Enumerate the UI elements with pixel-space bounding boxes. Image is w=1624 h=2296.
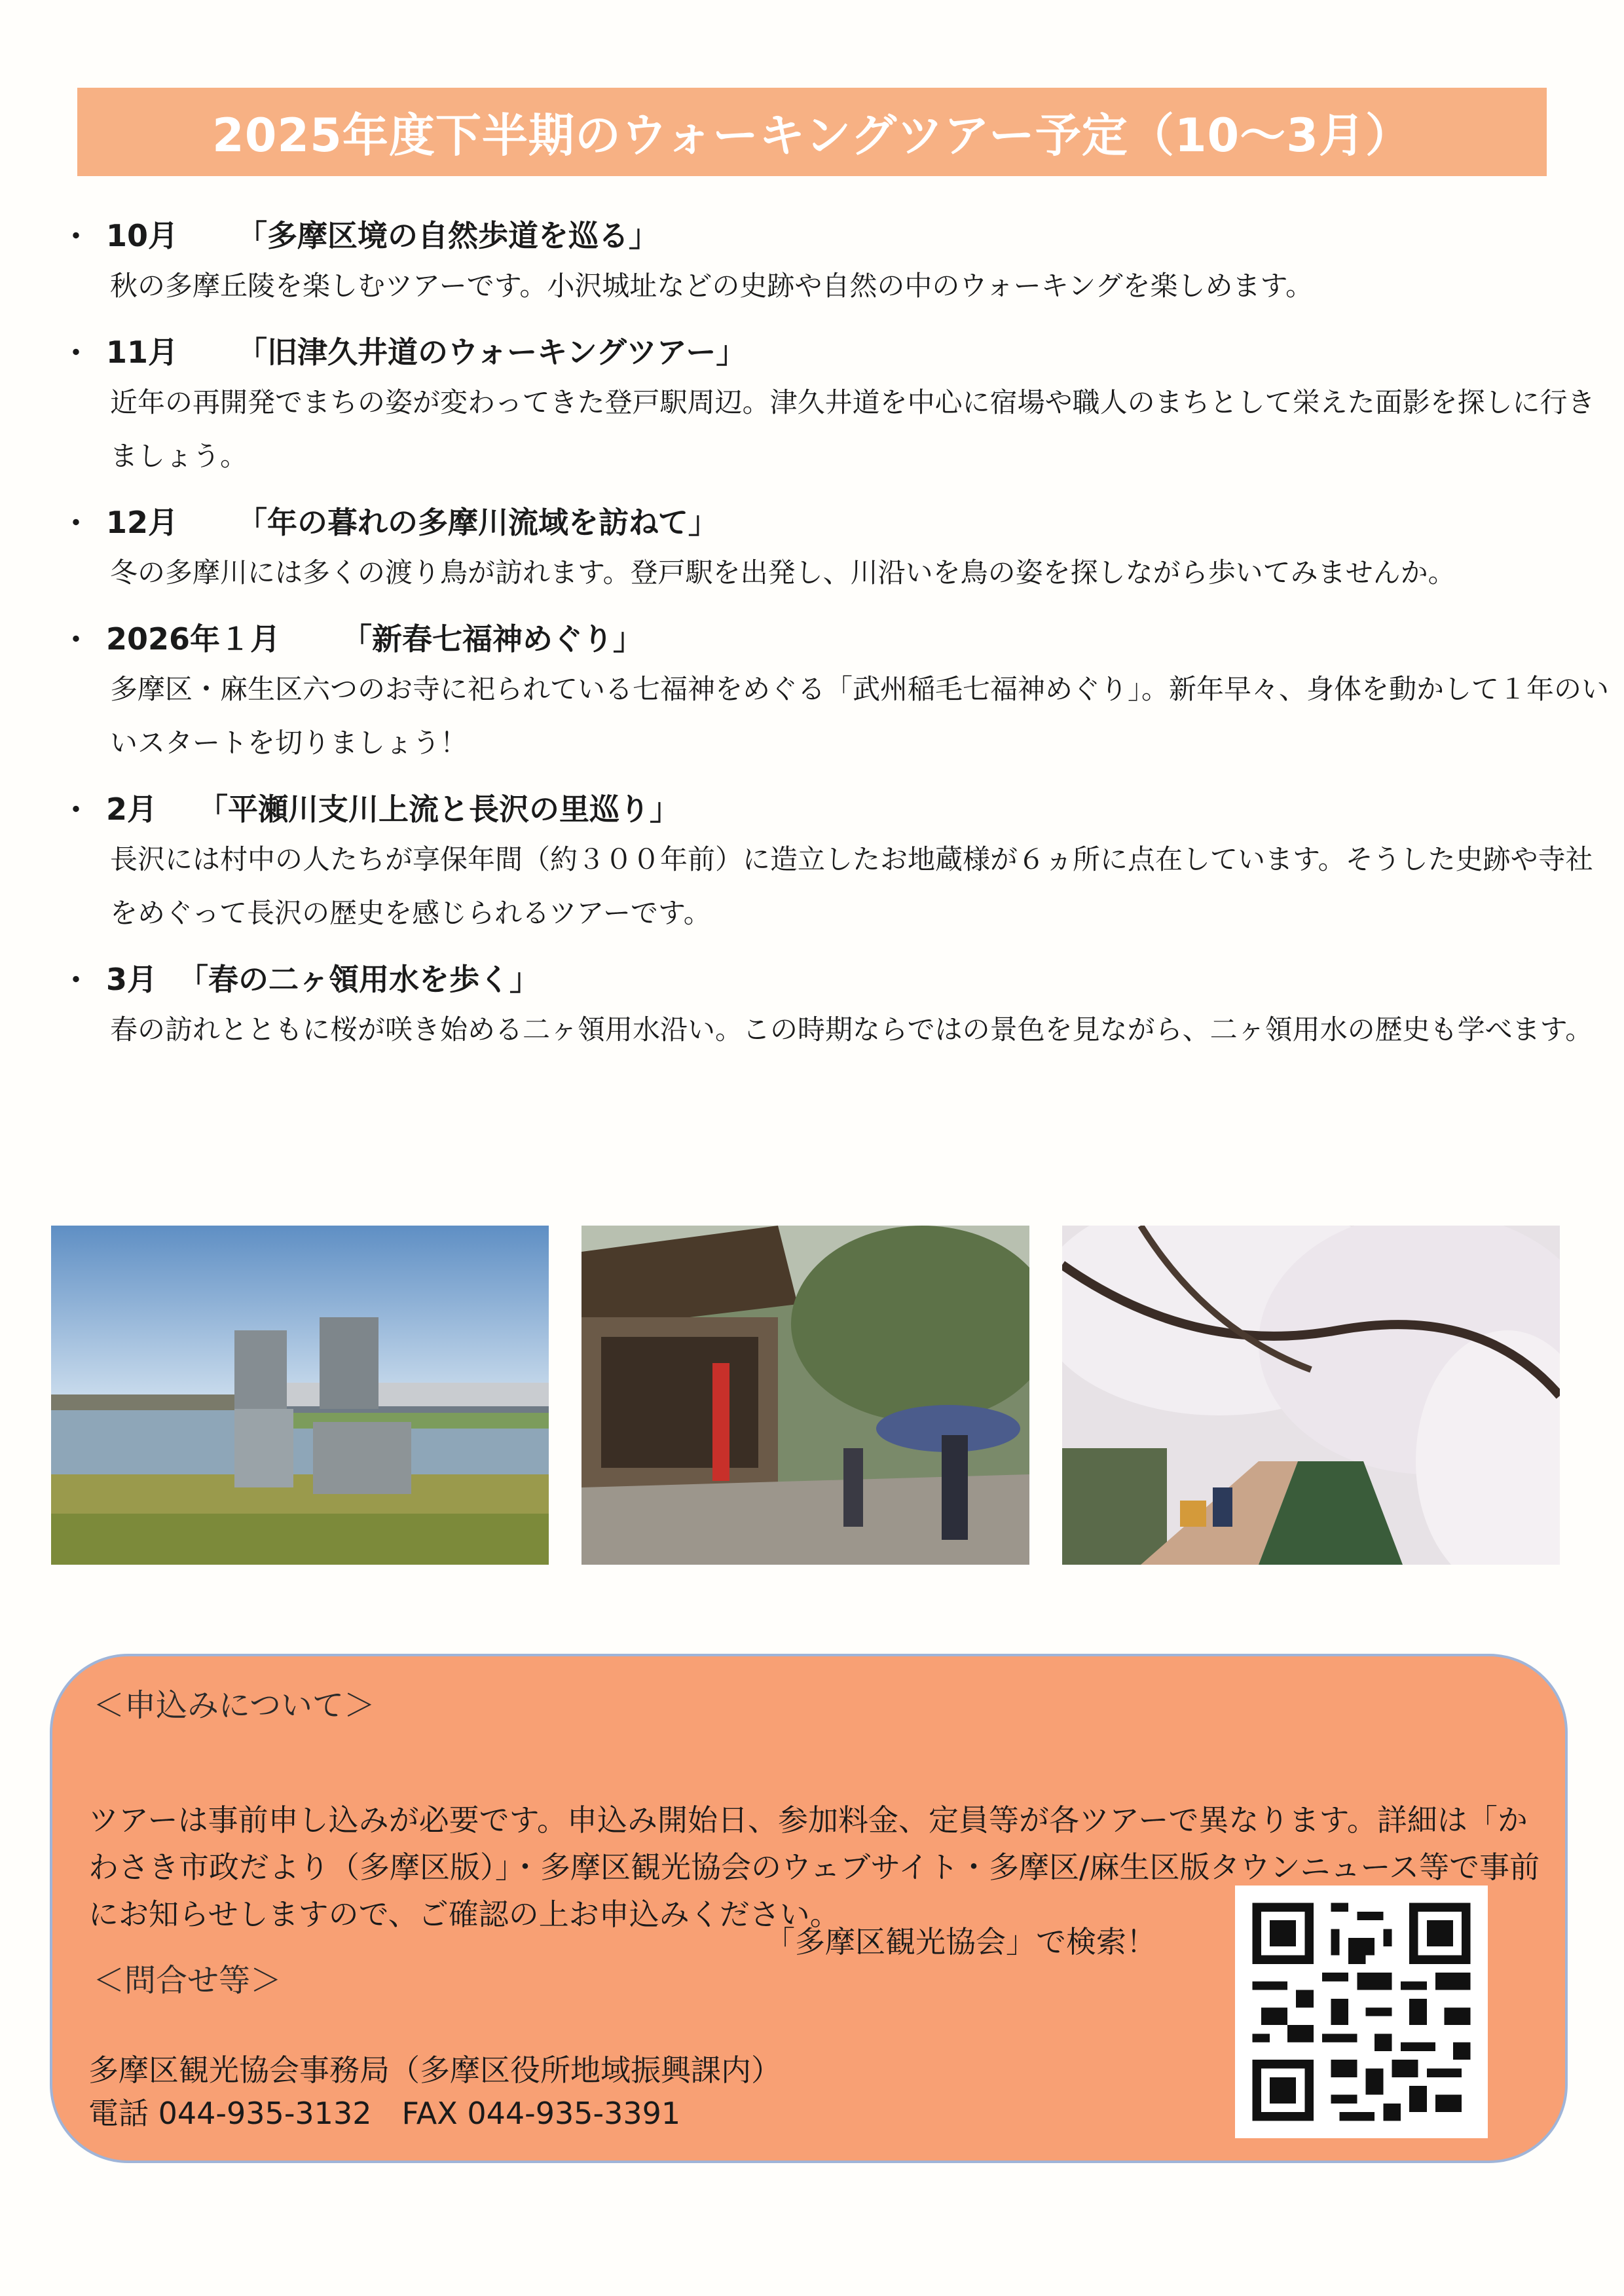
tour-month: 2026年１月: [106, 621, 281, 657]
tour-month: 10月: [106, 218, 179, 253]
tour-item-november: [59, 325, 1595, 483]
tour-description: 長沢には村中の人たちが享保年間（約３００年前）に造立したお地蔵様が６ヵ所に点在しています。そうした史跡や寺社をめぐって長沢の歴史を感じられるツアーです。: [110, 843, 1593, 929]
bullet: ・: [62, 337, 90, 370]
page-title: 2025年度下半期のウォーキングツアー予定（10～3月）: [212, 109, 1412, 162]
tour-item-october: [59, 208, 1572, 313]
office-name: 多摩区観光協会事務局（多摩区役所地域振興課内）: [88, 2052, 781, 2088]
photo-river-weir: [51, 1226, 549, 1565]
tour-title: 「年の暮れの多摩川流域を訪ねて」: [237, 505, 718, 540]
apply-heading: ＜申込みについて＞: [93, 1687, 376, 1724]
title-banner: [77, 88, 1547, 176]
tour-description: 春の訪れとともに桜が咲き始める二ヶ領用水沿い。この時期ならではの景色を見ながら、二ヶ領用水の歴史も学べます。: [110, 1013, 1593, 1046]
bullet: ・: [62, 507, 90, 540]
tour-heading: [59, 782, 1572, 833]
tour-description: 多摩区・麻生区六つのお寺に祀られている七福神をめぐる「武州稲毛七福神めぐり」。新年早々、身体を動かして１年のいいスタートを切りましょう！: [110, 673, 1610, 759]
tour-item-january: [59, 611, 1610, 770]
bullet: ・: [62, 793, 90, 827]
bullet: ・: [62, 220, 90, 253]
tour-month: 11月: [106, 335, 179, 370]
tour-month: 2月: [106, 792, 158, 827]
tour-item-february: [59, 782, 1593, 940]
tour-description: 冬の多摩川には多くの渡り鳥が訪れます。登戸駅を出発し、川沿いを鳥の姿を探しながら歩いてみませんか。: [110, 556, 1456, 589]
tour-heading: [59, 325, 1572, 376]
qr-code[interactable]: [1235, 1886, 1488, 2138]
tour-list: [59, 208, 1610, 1068]
photo-temple: [581, 1226, 1029, 1565]
tour-description: 近年の再開発でまちの姿が変わってきた登戸駅周辺。津久井道を中心に宿場や職人のまちとして栄えた面影を探しに行きましょう。: [110, 386, 1595, 472]
phone-fax: 電話 044-935-3132 FAX 044-935-3391: [88, 2096, 681, 2131]
photo-cherry-blossoms: [1062, 1226, 1560, 1565]
tour-heading: [59, 495, 1572, 546]
apply-text: ツアーは事前申し込みが必要です。申込み開始日、参加料金、定員等が各ツアーで異なります。詳細は「かわさき市政だより（多摩区版）」・多摩区観光協会のウェブサイト・多摩区/麻生区版タウンニュース等で事前にお知らせしますので、ご確認の上お申込みください。: [88, 1802, 1540, 1932]
search-hint: 「多摩区観光協会」で検索！: [765, 1924, 1156, 1959]
tour-month: 12月: [106, 505, 179, 540]
tour-title: 「新春七福神めぐり」: [342, 621, 643, 657]
bullet: ・: [62, 964, 90, 997]
tour-title: 「多摩区境の自然歩道を巡る」: [237, 218, 659, 253]
info-box: [50, 1654, 1568, 2163]
tour-title: 「旧津久井道のウォーキングツアー」: [237, 335, 747, 370]
tour-item-march: [59, 952, 1593, 1057]
tour-heading: [59, 952, 1572, 1003]
tour-title: 「春の二ヶ領用水を歩く」: [178, 962, 540, 997]
tour-item-december: [59, 495, 1572, 600]
tour-description: 秋の多摩丘陵を楽しむツアーです。小沢城址などの史跡や自然の中のウォーキングを楽しめます。: [110, 270, 1314, 302]
tour-title: 「平瀬川支川上流と長沢の里巡り」: [198, 792, 680, 827]
contact-heading: ＜問合せ等＞: [93, 1962, 282, 1999]
bullet: ・: [62, 623, 90, 657]
tour-month: 3月: [106, 962, 158, 997]
tour-heading: [59, 611, 1572, 663]
tour-heading: [59, 208, 1572, 259]
